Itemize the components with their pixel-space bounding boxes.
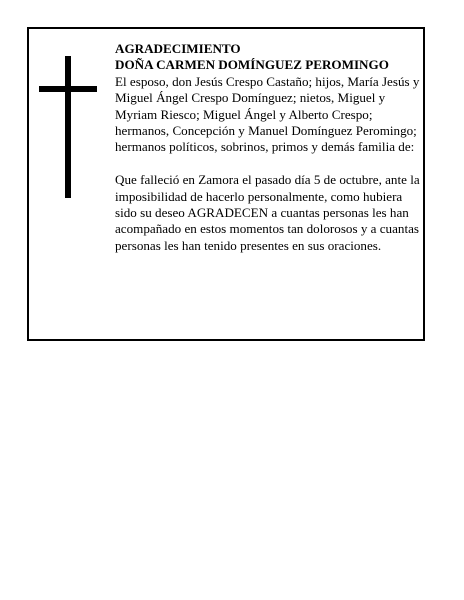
deceased-name: DOÑA CARMEN DOMÍNGUEZ PEROMINGO	[115, 57, 389, 73]
paragraph-spacer	[115, 156, 421, 172]
family-paragraph: El esposo, don Jesús Crespo Castaño; hijos, María Jesús y Miguel Ángel Crespo Domínguez; nietos, Miguel y Myriam Riesco; Miguel Ángel y Alberto Crespo; hermanos, Concepción y Manuel Domínguez Peromingo; hermanos políticos, sobrinos, primos y demás familia de:	[115, 73, 420, 155]
cross-vertical-bar	[65, 56, 71, 198]
thanks-paragraph: Que falleció en Zamora el pasado día 5 de octubre, ante la imposibilidad de hacerlo personalmente, como hubiera sido su deseo AGRADECEN a cuantas personas les han acompañado en estos momentos tan dolorosos y a cuantas personas les han tenido presentes en sus oraciones.	[115, 172, 420, 253]
notice-text	[115, 41, 421, 254]
obituary-notice	[27, 27, 425, 341]
notice-title: AGRADECIMIENTO	[115, 41, 241, 56]
cross-horizontal-bar	[39, 86, 97, 92]
cross-icon	[39, 56, 97, 198]
